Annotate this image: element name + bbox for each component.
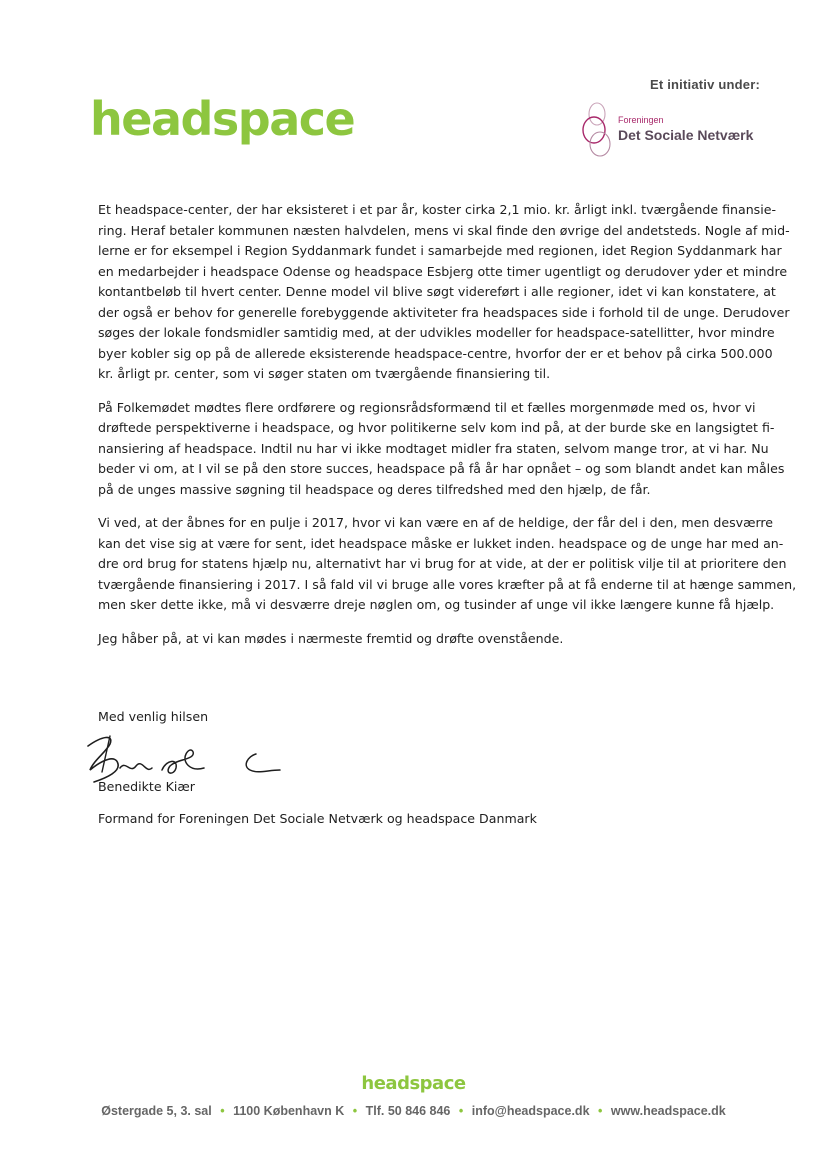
footer-city: 1100 København K [233, 1104, 345, 1118]
text-line: Et headspace-center, der har eksisteret i et par år, koster cirka 2,1 mio. kr. årligt inkl. tværgående finansie- [98, 202, 777, 217]
footer-address [0, 1104, 827, 1118]
footer-separator: • [220, 1104, 225, 1118]
text-line: kontantbeløb til hvert center. Denne model vil blive søgt videreført i alle regioner, idet vi kan konstatere, at [98, 284, 776, 299]
text-line: på de unges massive søgning til headspace og deres tilfredshed med den hjælp, de får. [98, 481, 651, 497]
footer-separator: • [352, 1104, 358, 1118]
text-line: kr. årligt pr. center, som vi søger staten om tværgående finansiering til. [98, 366, 551, 381]
partner-logo-small-text: Foreningen [618, 115, 664, 125]
paragraph-1 [98, 200, 790, 385]
paragraph-3 [98, 513, 797, 616]
text-line: Jeg håber på, at vi kan mødes i nærmeste fremtid og drøfte ovenstående. [98, 630, 564, 646]
text-line: en medarbejder i headspace Odense og headspace Esbjerg otte timer ugentligt og derudover yder et mindre [98, 263, 788, 279]
partner-logo-name: Det Sociale Netværk [618, 127, 754, 143]
text-line: men sker dette ikke, må vi desværre dreje nøglen om, og tusinder af unge vil ikke længere kunne få hjælp. [98, 597, 775, 612]
text-line: nansiering af headspace. Indtil nu har vi ikke modtaget midler fra staten, selvom mange tror, at vi har. Nu [98, 440, 769, 456]
text-line: ring. Heraf betaler kommunen næsten halvdelen, mens vi skal finde den øvrige del andetsteds. Nogle af mid- [98, 222, 790, 238]
signer-title: Formand for Foreningen Det Sociale Netværk og headspace Danmark [98, 811, 537, 826]
partner-logo [578, 100, 768, 162]
paragraph-4 [98, 629, 768, 650]
footer-separator: • [458, 1104, 464, 1118]
text-line: drøftede perspektiverne i headspace, og hvor politikerne selv kom ind på, at der burde ske en langsigtet fi- [98, 420, 775, 435]
text-line: beder vi om, at I vil se på den store succes, headspace på få år har opnået – og som blandt andet kan måles [98, 461, 785, 476]
signer-name: Benedikte Kiær [98, 779, 195, 794]
footer-phone: Tlf. 50 846 846 [365, 1104, 451, 1118]
footer-separator: • [598, 1104, 603, 1118]
initiative-label: Et initiativ under: [650, 77, 760, 92]
text-line: dre ord brug for statens hjælp nu, alternativt har vi brug for at vide, at der er politisk vilje til at prioritere den [98, 556, 787, 571]
footer-email-link[interactable]: info@headspace.dk [471, 1104, 590, 1118]
text-line: På Folkemødet mødtes flere ordførere og regionsrådsformænd til et fælles morgenmøde med os, hvor vi [98, 399, 756, 415]
footer-street: Østergade 5, 3. sal [101, 1104, 212, 1118]
paragraph-2 [98, 398, 785, 501]
text-line: lerne er for eksempel i Region Syddanmark fundet i samarbejde med regionen, idet Region Syddanmark har [98, 243, 782, 258]
letter-body [98, 200, 797, 662]
footer-logo: headspace [361, 1073, 466, 1094]
text-line: tværgående finansiering i 2017. I så fald vil vi bruge alle vores kræfter på at få enderne til at hænge sammen, [98, 576, 797, 592]
headspace-logo: headspace [90, 92, 355, 146]
text-line: søges der lokale fondsmidler samtidig med, at der udvikles modeller for headspace-satellitter, hvor mindre [98, 325, 775, 340]
text-line: kan det vise sig at være for sent, idet headspace måske er lukket inden. headspace og de unge har med an- [98, 535, 784, 551]
closing-greeting: Med venlig hilsen [98, 709, 209, 724]
text-line: byer kobler sig op på de allerede eksisterende headspace-centre, hvorfor der er et behov på cirka 500.000 [98, 345, 773, 361]
partner-rings-icon [578, 100, 618, 162]
text-line: der også er behov for generelle forebyggende aktiviteter fra headspaces side i forhold til de unge. Derudover [98, 304, 790, 320]
footer-website-link[interactable]: www.headspace.dk [610, 1104, 726, 1118]
text-line: Vi ved, at der åbnes for en pulje i 2017, hvor vi kan være en af de heldige, der får del i den, men desværre [98, 515, 774, 530]
